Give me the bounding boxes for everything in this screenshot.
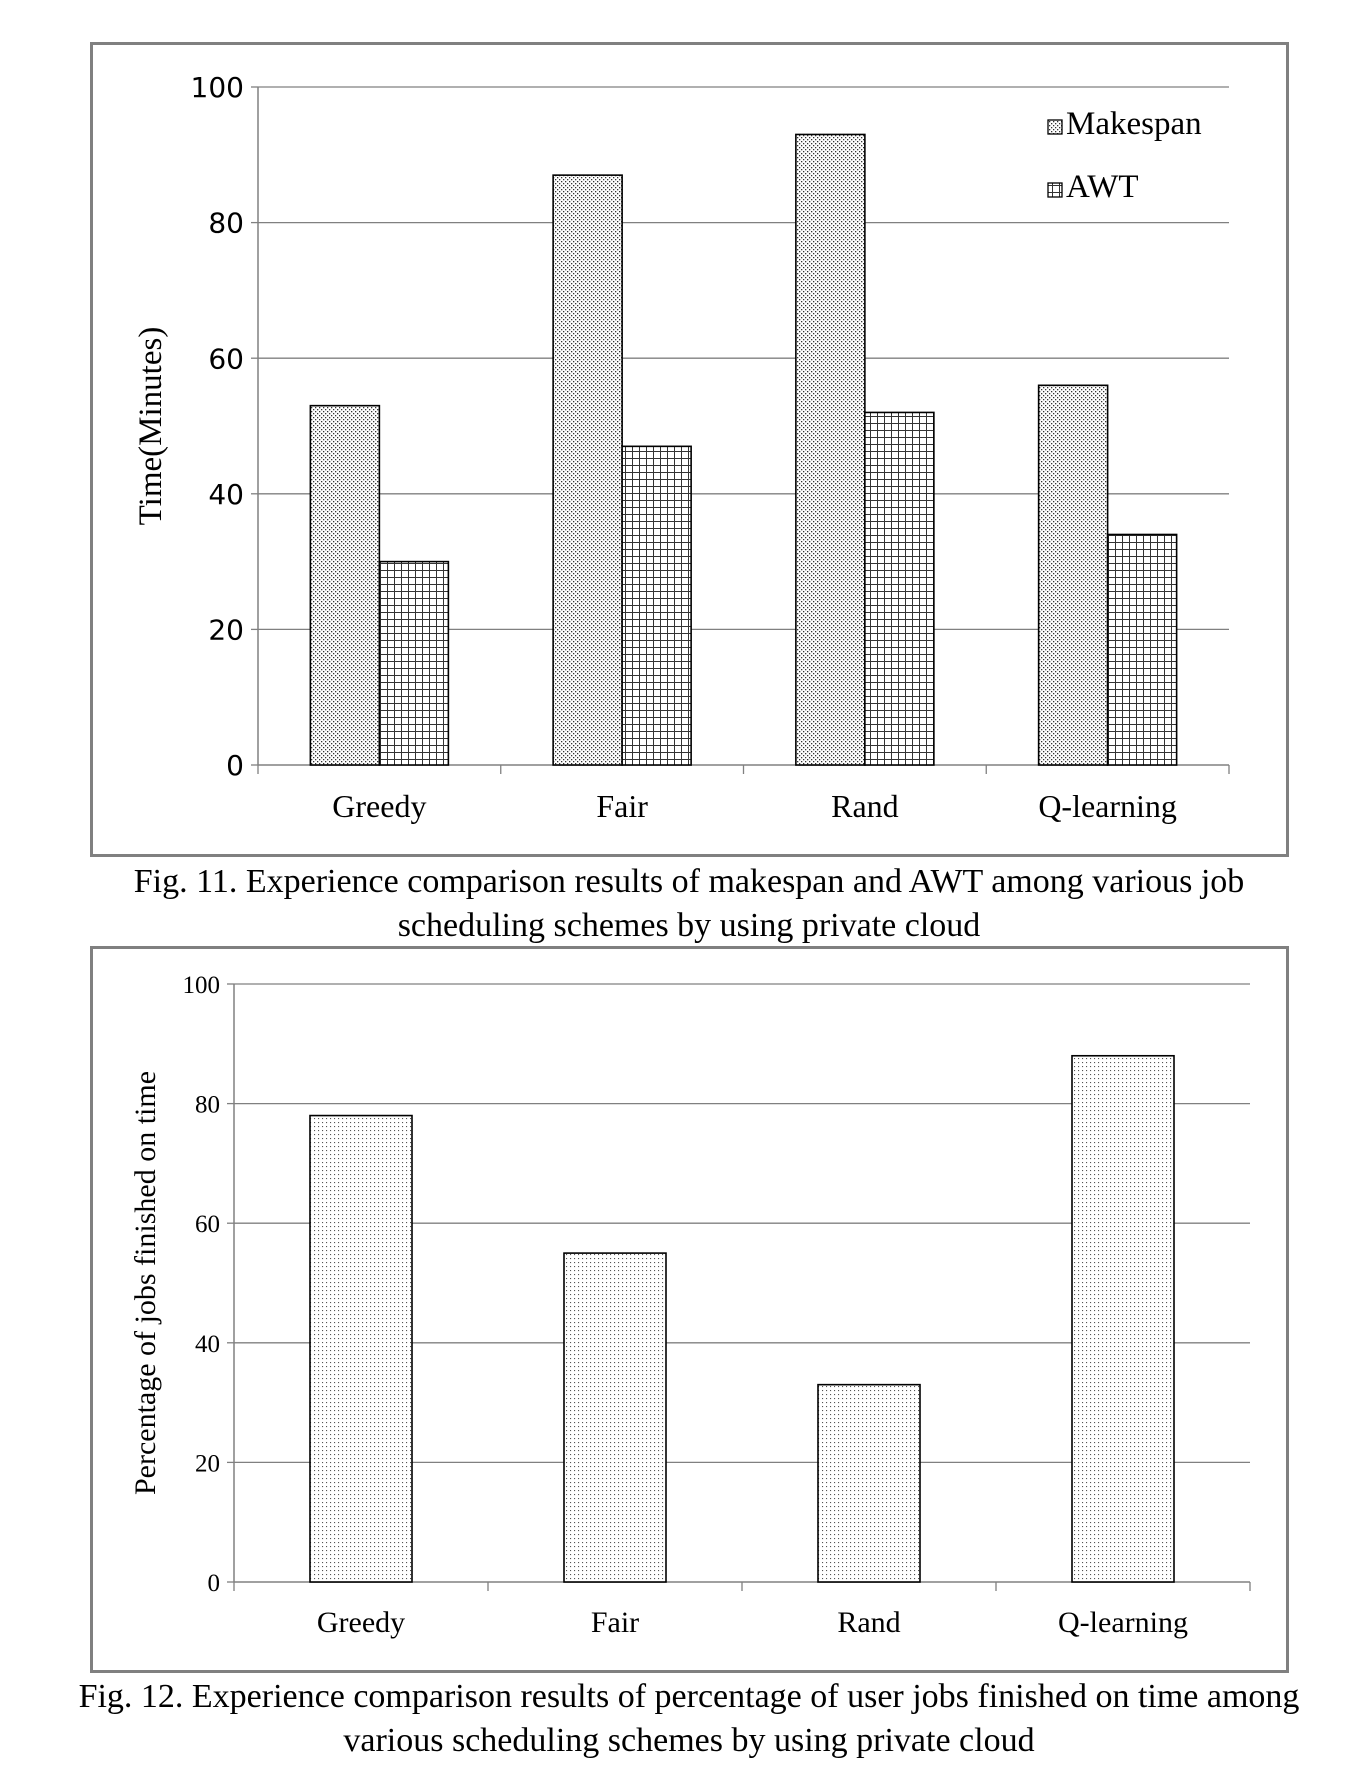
bar-awt-fair <box>622 446 691 765</box>
bar-percentage-fair <box>564 1253 666 1582</box>
figure-12-frame <box>90 946 1289 1673</box>
bar-awt-q-learning <box>1108 534 1177 765</box>
legend-swatch <box>1048 120 1062 134</box>
chart-fig12 <box>93 949 1286 1670</box>
chart-fig11 <box>93 45 1286 854</box>
y-tick-label: 20 <box>195 1450 220 1478</box>
bar-percentage-q-learning <box>1072 1056 1174 1582</box>
x-tick-label: Fair <box>590 1606 640 1639</box>
bar-makespan-q-learning <box>1039 385 1108 765</box>
bar-percentage-rand <box>818 1385 920 1582</box>
bar-makespan-rand <box>796 134 865 765</box>
y-tick-label: 40 <box>208 477 244 511</box>
x-tick-label: Rand <box>831 788 899 824</box>
x-tick-label: Q-learning <box>1038 788 1177 824</box>
x-tick-label: Rand <box>837 1606 901 1639</box>
figure-12-caption: Fig. 12. Experience comparison results of percentage of user jobs finished on time among various scheduling schemes by using private cloud <box>78 1678 1300 1759</box>
x-tick-label: Greedy <box>316 1606 406 1639</box>
figure-11-caption: Fig. 11. Experience comparison results of makespan and AWT among various job scheduling schemes by using private cloud <box>133 863 1245 944</box>
y-axis-label: Time(Minutes) <box>133 326 169 526</box>
y-tick-label: 20 <box>208 613 244 647</box>
x-tick-label: Fair <box>596 788 648 824</box>
x-tick-label: Greedy <box>332 788 427 824</box>
y-tick-label: 80 <box>195 1091 220 1119</box>
bar-makespan-greedy <box>310 406 379 765</box>
y-tick-label: 100 <box>182 972 220 999</box>
legend-label: AWT <box>1066 169 1139 205</box>
y-tick-label: 0 <box>226 749 244 783</box>
bar-awt-rand <box>865 412 934 765</box>
y-tick-label: 100 <box>190 71 244 105</box>
y-tick-label: 60 <box>208 342 244 376</box>
y-tick-label: 80 <box>208 206 244 240</box>
y-axis-label: Percentage of jobs finished on time <box>129 1070 162 1496</box>
y-tick-label: 60 <box>195 1211 220 1239</box>
bar-percentage-greedy <box>310 1116 412 1582</box>
y-tick-label: 0 <box>207 1570 220 1597</box>
bar-makespan-fair <box>553 175 622 765</box>
legend-label: Makespan <box>1066 106 1202 142</box>
y-tick-label: 40 <box>195 1330 220 1358</box>
figure-11-frame <box>90 42 1289 857</box>
legend-swatch <box>1048 183 1062 197</box>
bar-awt-greedy <box>379 562 448 765</box>
x-tick-label: Q-learning <box>1058 1606 1188 1639</box>
